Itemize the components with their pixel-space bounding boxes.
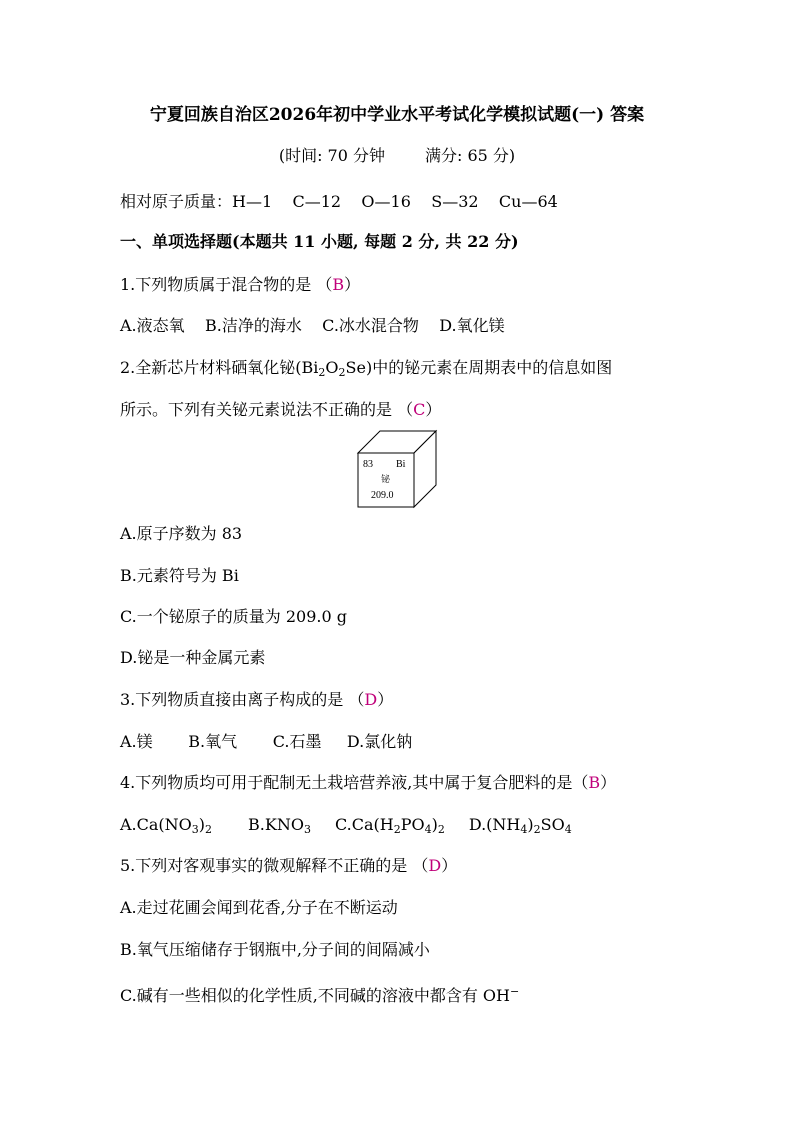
question-2-stem-line1: [120, 358, 612, 383]
stem-part: 2.全新芯片材料硒氧化铋(Bi: [120, 358, 319, 377]
paren-close: ）: [344, 275, 361, 294]
answer-mark: B: [332, 275, 345, 294]
answer-mark: D: [428, 856, 442, 875]
paren-open: （: [316, 275, 333, 294]
paren-close: ）: [377, 690, 394, 709]
formula-part: ): [198, 815, 206, 834]
paren-close: ）: [441, 856, 458, 875]
formula-part: C.Ca(H: [334, 815, 394, 834]
paren-open: （: [397, 400, 414, 419]
formula-part: ): [431, 815, 438, 834]
question-2-option-c: C.一个铋原子的质量为 209.0 g: [120, 607, 347, 626]
superscript: −: [510, 985, 520, 998]
paren-open: （: [412, 856, 429, 875]
question-1-options: A.液态氧 B.洁净的海水 C.冰水混合物 D.氧化镁: [120, 316, 505, 335]
question-text: 4.下列物质均可用于配制无土栽培营养液,其中属于复合肥料的是: [120, 773, 573, 792]
paren-open: （: [348, 690, 365, 709]
exam-info: [0, 146, 794, 166]
subscript: 4: [564, 823, 572, 836]
question-3-options: A.镁 B.氧气 C.石墨 D.氯化钠: [120, 732, 413, 751]
formula-part: ): [527, 815, 534, 834]
subscript: 2: [318, 366, 326, 379]
question-2-stem-line2: [120, 400, 441, 420]
subscript: 3: [191, 823, 199, 836]
answer-mark: C: [413, 400, 426, 419]
question-2-option-d: D.铋是一种金属元素: [120, 648, 266, 667]
element-mass: 209.0: [371, 490, 394, 501]
formula-part: SO: [540, 815, 565, 834]
answer-mark: D: [364, 690, 378, 709]
paren-open: （: [572, 773, 589, 792]
formula-part: A.Ca(NO: [120, 815, 192, 834]
element-cube-graphic: [356, 429, 438, 509]
subscript: 2: [533, 823, 541, 836]
subscript: 2: [205, 823, 213, 836]
question-1-stem: [120, 275, 360, 295]
question-5-option-c: [120, 982, 519, 1006]
element-number: 83: [363, 459, 373, 470]
question-4-stem: [120, 773, 616, 793]
element-info-cube: [356, 429, 438, 509]
question-text: 1.下列物质属于混合物的是: [120, 275, 312, 294]
element-symbol: Bi: [396, 459, 406, 470]
subscript: 3: [303, 823, 311, 836]
question-2-option-a: A.原子序数为 83: [120, 524, 243, 543]
question-5-option-b: B.氧气压缩储存于钢瓶中,分子间的间隔减小: [120, 940, 430, 959]
option-b: [248, 815, 311, 834]
score-label: 满分: 65 分): [425, 146, 516, 165]
subscript: 4: [520, 823, 528, 836]
time-label: (时间: 70 分钟: [278, 146, 385, 165]
option-d: [469, 815, 572, 834]
subscript: 2: [437, 823, 445, 836]
formula-part: D.(NH: [468, 815, 521, 834]
question-4-options: [120, 815, 572, 840]
formula-part: PO: [400, 815, 425, 834]
paren-close: ）: [425, 400, 442, 419]
question-2-option-b: B.元素符号为 Bi: [120, 566, 239, 585]
question-5-option-a: A.走过花圃会闻到花香,分子在不断运动: [120, 898, 398, 917]
question-text: 5.下列对客观事实的微观解释不正确的是: [120, 856, 408, 875]
subscript: 4: [424, 823, 432, 836]
atomic-mass-line: 相对原子质量：H—1 C—12 O—16 S—32 Cu—64: [120, 192, 558, 211]
subscript: 2: [338, 366, 346, 379]
option-c: [335, 815, 445, 834]
stem-part: O: [325, 358, 339, 377]
answer-mark: B: [588, 773, 601, 792]
formula-part: B.KNO: [248, 815, 304, 834]
question-text: 所示。下列有关铋元素说法不正确的是: [120, 400, 393, 419]
option-text: C.碱有一些相似的化学性质,不同碱的溶液中都含有 OH: [120, 986, 511, 1005]
stem-part: Se)中的铋元素在周期表中的信息如图: [345, 358, 613, 377]
page-title: 宁夏回族自治区2026年初中学业水平考试化学模拟试题(一) 答案: [149, 105, 645, 125]
section-heading: 一、单项选择题(本题共 11 小题, 每题 2 分, 共 22 分): [120, 232, 519, 251]
option-a: [120, 815, 212, 834]
element-name: 铋: [381, 475, 391, 485]
subscript: 2: [393, 823, 401, 836]
question-text: 3.下列物质直接由离子构成的是: [120, 690, 344, 709]
paren-close: ）: [600, 773, 617, 792]
question-3-stem: [120, 690, 393, 710]
question-5-stem: [120, 856, 457, 876]
